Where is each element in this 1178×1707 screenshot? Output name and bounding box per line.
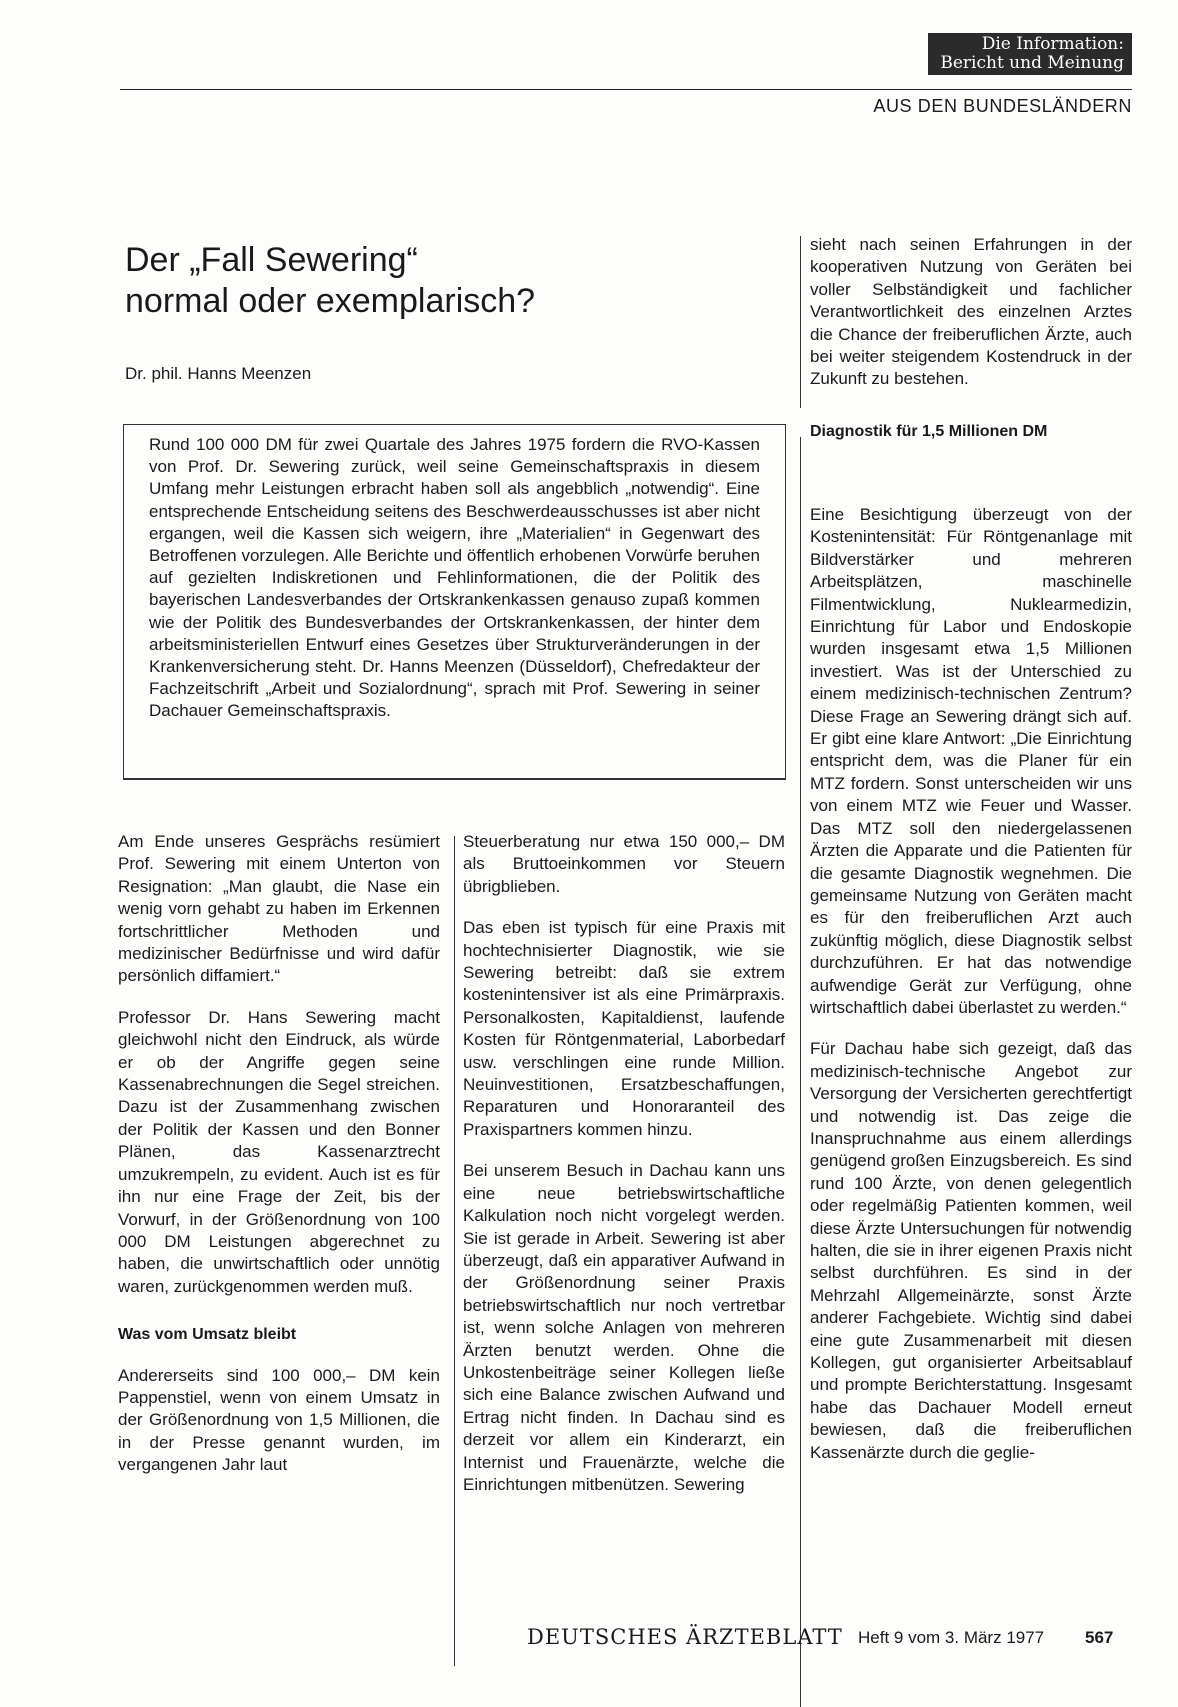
paragraph: sieht nach seinen Erfahrungen in der kooperativen Nutzung von Geräten bei voller Selbständigkeit und fachlicher Verantwortlichkeit des einzelnen Arztes die Chance der freiberuflichen Ärzte, auch bei weiter steigendem Kostendruck in der Zukunft zu bestehen. xyxy=(810,235,1132,389)
summary-box xyxy=(123,424,786,780)
paragraph: Steuerberatung nur etwa 150 000,– DM als Bruttoeinkommen vor Steuern übrigblieben. xyxy=(463,832,785,896)
paragraph: Andererseits sind 100 000,– DM kein Pappenstiel, wenn von einem Umsatz in der Größenordnung von 1,5 Millionen, die in der Presse genannt wurden, im vergangenen Jahr laut xyxy=(118,1365,440,1475)
author-byline: Dr. phil. Hanns Meenzen xyxy=(125,364,312,383)
paragraph: Das eben ist typisch für eine Praxis mit hochtechnisierter Diagnostik, wie sie Sewering betreibt: daß sie extrem kostenintensiver ist als eine Primärpraxis. Personalkosten, Kapitaldienst, laufende Kosten für Röntgenmaterial, Laborbedarf usw. verschlingen eine runde Million. Neuinvestitionen, Ersatzbeschaffungen, Reparaturen und Honoraranteil des Praxispartners kommen hinzu. xyxy=(463,918,785,1139)
issue-info: Heft 9 vom 3. März 1977 xyxy=(858,1628,1045,1647)
text-column-3-top xyxy=(810,234,1132,443)
paragraph: Eine Besichtigung überzeugt von der Kostenintensität: Für Röntgenanlage mit Bildverstärker und mehreren Arbeitsplätzen, maschinelle Filmentwicklung, Nuklearmedizin, Einrichtung für Labor und Endoskopie wurden insgesamt etwa 1,5 Millionen investiert. Was ist der Unterschied zu einem medizinisch-technischen Zentrum? Diese Frage an Sewering drängt sich auf. Er gibt eine klare Antwort: „Die Einrichtung entspricht dem, was die Planer für ein MTZ fordern. Sonst unterscheiden wir uns von einem MTZ wie Feuer und Wasser. Das MTZ soll den niedergelassenen Ärzten die Apparate und die Patienten für die gesamte Diagnostik wegnehmen. Die gemeinsame Nutzung von Geräten macht es für den freiberuflichen Arzt auch zukünftig möglich, diese Diagnostik selbst durchzuführen. Er hat das notwendige aufwendige Gerät zur Verfügung, ohne wirtschaftlich dabei überlastet zu werden.“ xyxy=(810,505,1132,1017)
badge-line-1: Die Information: xyxy=(981,34,1124,54)
column-divider xyxy=(800,437,801,1707)
badge-line-2: Bericht und Meinung xyxy=(940,53,1124,73)
paragraph: Professor Dr. Hans Sewering macht gleichwohl nicht den Eindruck, als würde er ob der Angriffe gegen seine Kassenabrechnungen die Segel streichen. Dazu ist der Zusammenhang zwischen der Politik der Kassen und den Bonner Plänen, das Kassenarztrecht umzukrempeln, zu evident. Auch ist es für ihn nur eine Frage der Zeit, bis der Vorwurf, in der Größenordnung von 100 000 DM Leistungen abgerechnet zu haben, die unwirtschaftlich oder unnötig waren, zurückgenommen werden muß. xyxy=(118,1007,440,1296)
column-divider xyxy=(454,836,455,1666)
paragraph: Für Dachau habe sich gezeigt, daß das medizinisch-technische Angebot zur Versorgung der Versicherten gerechtfertigt und notwendig ist. Das zeige die Inanspruchnahme aus einem allerdings genügend großen Einzugsbereich. Es sind rund 100 Ärzte, von denen gelegentlich oder regelmäßig Patienten kommen, weil diese Ärzte Untersuchungen für notwendig halten, die sie in ihrer eigenen Praxis nicht selbst durchführen. Es sind in der Mehrzahl Allgemeinärzte, sonst Ärzte anderer Fachgebiete. Wichtig sind dabei eine gute Zusammenarbeit mit diesen Kollegen, gut organisierter Arbeitsablauf und prompte Berichterstattung. Insgesamt habe das Dachauer Modell erneut bewiesen, daß die freiberuflichen Kassenärzte durch die geglie- xyxy=(810,1039,1132,1462)
header-rule xyxy=(120,89,1132,90)
text-column-3 xyxy=(810,504,1132,1483)
paragraph: Am Ende unseres Gesprächs resümiert Prof. Sewering mit einem Unterton von Resignation: „Man glaubt, die Nase ein wenig vorn gehabt zu haben im Erkennen fortschrittlicher Methoden und medizinischer Bedürfnisse und wird dafür persönlich diffamiert.“ xyxy=(118,832,440,986)
title-line-1: Der „Fall Sewering“ xyxy=(125,241,418,279)
paragraph: Bei unserem Besuch in Dachau kann uns eine neue betriebswirtschaftliche Kalkulation noch nicht vorgelegt werden. Sie ist gerade in Arbeit. Sewering ist aber überzeugt, daß ein apparativer Aufwand in der Größenordnung seiner Praxis betriebswirtschaftlich nur noch vertretbar ist, wenn solche Anlagen von mehreren Ärzten benutzt werden. Ohne die Unkostenbeiträge seiner Kollegen ließe sich eine Balance zwischen Aufwand und Ertrag nicht finden. In Dachau sind es derzeit vor allem ein Kinderarzt, ein Internist und Frauenärzte, welche die Einrichtungen mitbenützen. Sewering xyxy=(463,1161,785,1494)
text-column-1 xyxy=(118,831,440,1496)
subheading: Was vom Umsatz bleibt xyxy=(118,1326,297,1344)
section-badge xyxy=(928,33,1132,75)
article-title xyxy=(125,240,765,322)
title-line-2: normal oder exemplarisch? xyxy=(125,282,536,320)
journal-name: DEUTSCHES ÄRZTEBLATT xyxy=(527,1625,843,1649)
column-divider xyxy=(800,236,801,408)
section-label: AUS DEN BUNDESLÄNDERN xyxy=(873,96,1132,116)
subheading: Diagnostik für 1,5 Millionen DM xyxy=(810,422,1048,440)
page-number: 567 xyxy=(1085,1628,1114,1647)
text-column-2 xyxy=(463,831,785,1515)
summary-text: Rund 100 000 DM für zwei Quartale des Jahres 1975 fordern die RVO-Kassen von Prof. Dr. Sewering zurück, weil seine Gemeinschaftspraxis in diesem Umfang mehr Leistungen erbracht haben soll als angebblich „notwendig“. Eine entsprechende Entscheidung seitens des Beschwerdeausschusses ist aber nicht ergangen, weil die Kassen sich weigern, ihre „Materialien“ in Gegenwart des Betroffenen vorzulegen. Alle Berichte und öffentlich erhobenen Vorwürfe beruhen auf gezielten Indiskretionen und Fehlinformationen, die der Politik des bayerischen Landesverbandes der Ortskrankenkassen genauso zupaß kommen wie der Politik des Bundesverbandes der Ortskrankenkassen, der hinter dem arbeitsministeriellen Entwurf eines Gesetzes über Strukturveränderungen in der Krankenversicherung steht. Dr. Hanns Meenzen (Düsseldorf), Chefredakteur der Fachzeitschrift „Arbeit und Sozialordnung“, sprach mit Prof. Sewering in seiner Dachauer Gemeinschaftspraxis. xyxy=(149,435,760,721)
